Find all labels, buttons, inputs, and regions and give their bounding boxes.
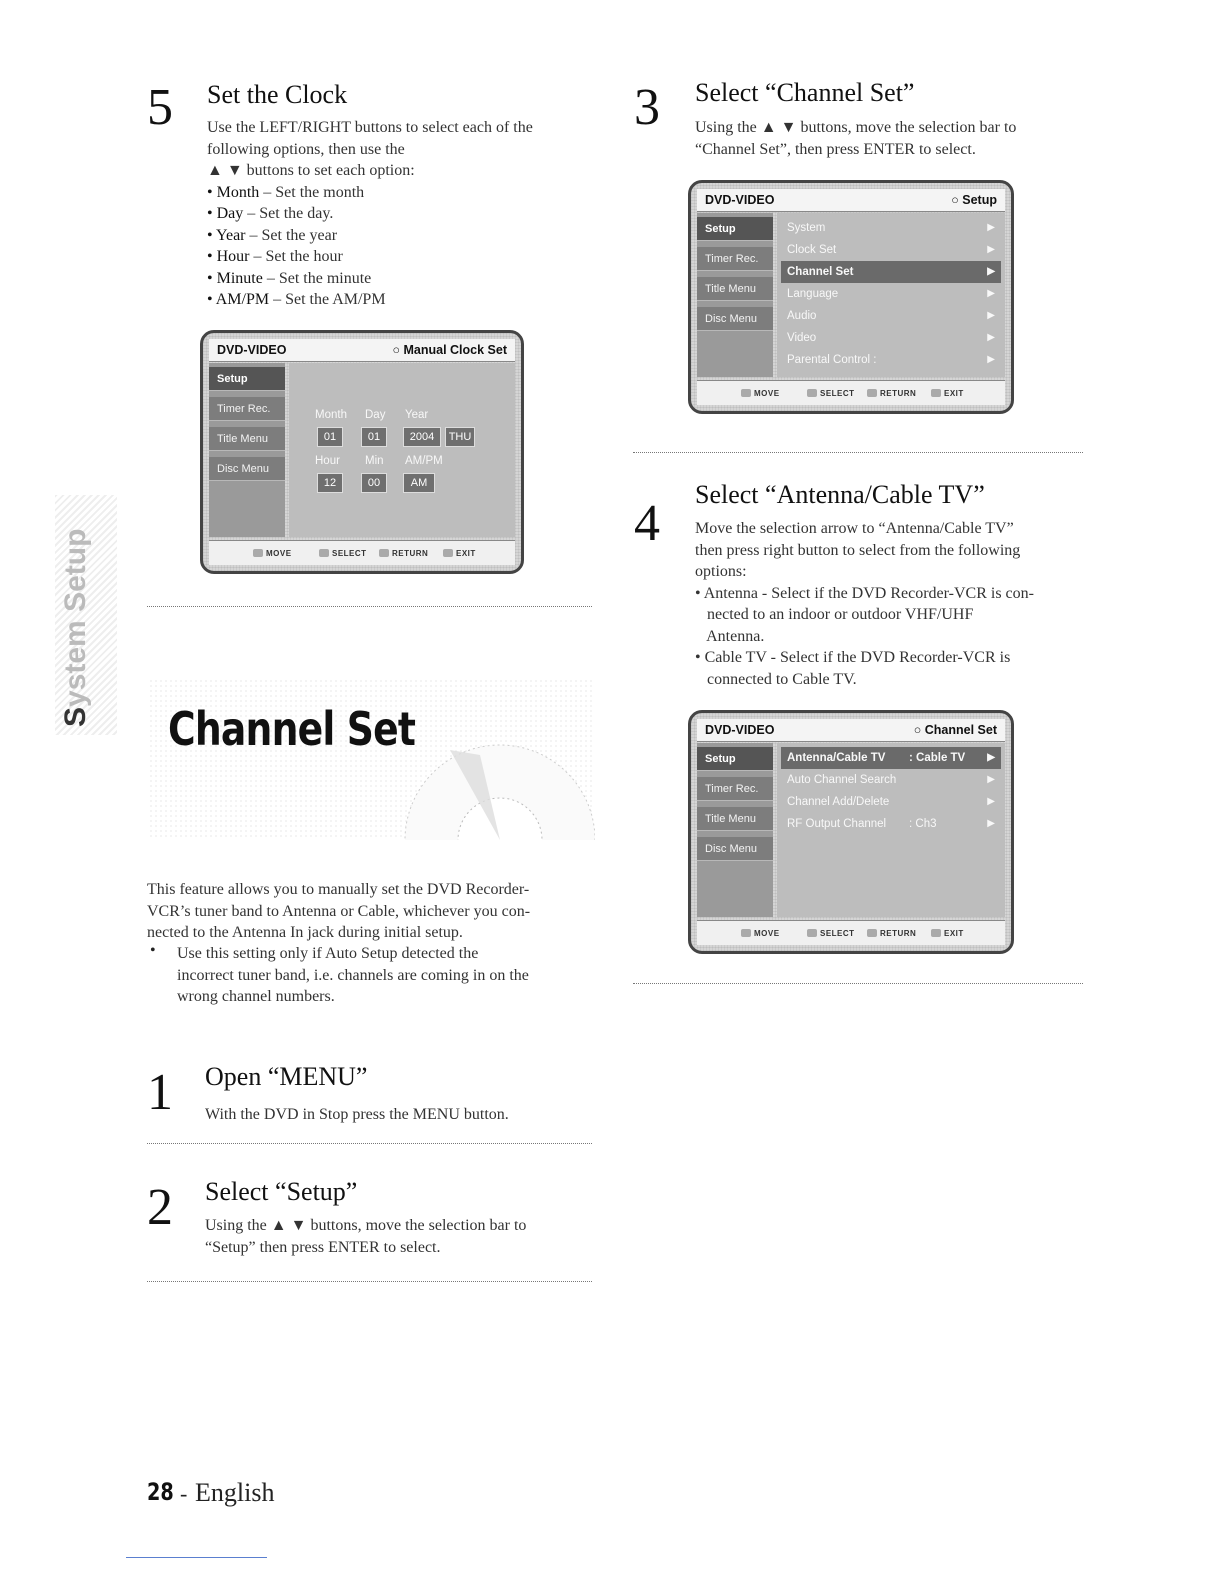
osd-sidebar [209, 363, 285, 537]
clock-value-ampm: AM [403, 473, 435, 493]
menu-row-system: System ▶ [787, 222, 995, 234]
osd-header [697, 719, 1005, 742]
step-5-body [207, 117, 587, 311]
clock-value-min: 00 [361, 473, 387, 493]
intro-text [147, 879, 597, 944]
osd-header-left: DVD-VIDEO [705, 193, 775, 207]
osd-side-item-timer-rec: Timer Rec. [697, 777, 773, 801]
osd-header-left: DVD-VIDEO [705, 723, 775, 737]
osd-side-item-timer-rec: Timer Rec. [209, 397, 285, 421]
osd-header-left: DVD-VIDEO [217, 343, 287, 357]
step-1-body: With the DVD in Stop press the MENU button. [205, 1106, 509, 1123]
osd-main [777, 213, 1005, 377]
step-4-body-line: Move the selection arrow to “Antenna/Cable TV” [695, 520, 1014, 537]
footer-language: English [195, 1478, 275, 1507]
step-5-title: Set the Clock [207, 80, 348, 109]
step-4-body-line: options: [695, 563, 747, 580]
osd-main [289, 363, 515, 537]
step-5-bullet: • Month – Set the month [207, 183, 365, 201]
menu-row-channel-set: Channel Set ▶ [781, 261, 1001, 283]
step-3-title: Select “Channel Set” [695, 78, 915, 107]
osd-foot-return: RETURN [379, 549, 428, 558]
osd-footer [209, 540, 515, 565]
intro-line: VCR’s tuner band to Antenna or Cable, whichever you con- [147, 902, 531, 920]
step-4-title: Select “Antenna/Cable TV” [695, 480, 985, 509]
step-2-body [205, 1215, 595, 1258]
menu-row-auto-channel-search: Auto Channel Search ▶ [787, 774, 995, 786]
divider [147, 606, 592, 607]
step-5-bullet: • AM/PM – Set the AM/PM [207, 291, 386, 308]
step-3-number: 3 [634, 79, 660, 136]
osd-header [209, 339, 515, 362]
osd-foot-exit: EXIT [931, 389, 964, 398]
menu-row-video: Video ▶ [787, 332, 995, 344]
clock-value-weekday: THU [445, 427, 475, 447]
step-5-intro-line: ▲ ▼ buttons to set each option: [207, 162, 415, 179]
step-4-body-line: then press right button to select from the following [695, 541, 1021, 559]
step-4-body [695, 518, 1085, 690]
step-2-body-line: “Setup” then press ENTER to select. [205, 1238, 441, 1256]
intro-bullet [177, 943, 597, 1008]
clock-value-month: 01 [317, 427, 343, 447]
osd-foot-move: MOVE [253, 549, 292, 558]
clock-value-hour: 12 [317, 473, 343, 493]
page-number: 28 [147, 1478, 174, 1506]
osd-foot-move: MOVE [741, 389, 780, 398]
menu-row-rf-output-channel: RF Output Channel : Ch3 ▶ [787, 818, 995, 830]
osd-side-item-disc-menu: Disc Menu [697, 837, 773, 861]
osd-sidebar [697, 743, 773, 917]
divider [147, 1143, 592, 1144]
step-4-body-line: Antenna. [695, 627, 765, 645]
step-5-intro-line: Use the LEFT/RIGHT buttons to select each of the [207, 119, 533, 136]
step-5-bullet: • Day – Set the day. [207, 205, 334, 222]
menu-row-antenna-cable: Antenna/Cable TV : Cable TV ▶ [781, 747, 1001, 769]
intro-line: This feature allows you to manually set the DVD Recorder- [147, 881, 530, 898]
clock-label-month: Month [315, 409, 347, 421]
osd-foot-exit: EXIT [931, 929, 964, 938]
step-4-body-line: nected to an indoor or outdoor VHF/UHF [695, 606, 974, 623]
osd-side-item-disc-menu: Disc Menu [697, 307, 773, 331]
clock-value-day: 01 [361, 427, 387, 447]
step-3-body-line: “Channel Set”, then press ENTER to select. [695, 140, 976, 158]
step-5-bullet: • Year – Set the year [207, 226, 338, 244]
channel-set-screen [688, 710, 1014, 954]
intro-bullet-line: wrong channel numbers. [177, 988, 335, 1005]
divider [633, 452, 1083, 453]
setup-menu-screen [688, 180, 1014, 414]
osd-side-item-title-menu: Title Menu [209, 427, 285, 451]
clock-label-ampm: AM/PM [405, 455, 443, 467]
step-1-number: 1 [147, 1064, 173, 1121]
step-3-body [695, 117, 1085, 160]
step-5-number: 5 [147, 79, 173, 136]
osd-foot-exit: EXIT [443, 549, 476, 558]
section-banner [150, 680, 595, 840]
step-4-number: 4 [634, 495, 660, 552]
osd-foot-select: SELECT [807, 389, 855, 398]
manual-clock-set-screen [200, 330, 524, 574]
step-4-body-line: • Cable TV - Select if the DVD Recorder-VCR is [695, 649, 1011, 666]
osd-header [697, 189, 1005, 212]
intro-bullet-mark: • [150, 942, 156, 959]
osd-side-item-disc-menu: Disc Menu [209, 457, 285, 481]
menu-row-clock-set: Clock Set ▶ [787, 244, 995, 256]
menu-row-audio: Audio ▶ [787, 310, 995, 322]
footer-rule [126, 1557, 267, 1558]
intro-bullet-line: Use this setting only if Auto Setup detected the [177, 945, 479, 962]
osd-side-item-setup: Setup [697, 747, 773, 771]
osd-side-item-timer-rec: Timer Rec. [697, 247, 773, 271]
clock-label-day: Day [365, 409, 386, 421]
intro-line: nected to the Antenna In jack during initial setup. [147, 924, 463, 941]
intro-bullet-line: incorrect tuner band, i.e. channels are coming in on the [177, 966, 529, 984]
section-tab [55, 495, 117, 735]
osd-header-right: ○ Setup [951, 193, 997, 207]
step-2-number: 2 [147, 1179, 173, 1236]
osd-side-item-title-menu: Title Menu [697, 277, 773, 301]
clock-value-year: 2004 [403, 427, 441, 447]
osd-footer [697, 380, 1005, 405]
clock-label-year: Year [405, 409, 429, 421]
osd-header-right: ○ Manual Clock Set [392, 343, 507, 357]
step-2-title: Select “Setup” [205, 1177, 358, 1206]
step-5-bullet: • Hour – Set the hour [207, 248, 343, 265]
osd-side-item-setup: Setup [697, 217, 773, 241]
osd-foot-select: SELECT [807, 929, 855, 938]
osd-footer [697, 920, 1005, 945]
divider [633, 983, 1083, 984]
clock-label-min: Min [365, 455, 384, 467]
menu-row-channel-add-delete: Channel Add/Delete ▶ [787, 796, 995, 808]
section-tab-label: System Setup [59, 528, 92, 727]
osd-side-item-setup: Setup [209, 367, 285, 391]
step-1-title: Open “MENU” [205, 1062, 368, 1091]
step-2-body-line: Using the ▲ ▼ buttons, move the selection bar to [205, 1217, 527, 1234]
page-title: Channel Set [168, 702, 416, 756]
osd-foot-return: RETURN [867, 389, 916, 398]
osd-side-item-title-menu: Title Menu [697, 807, 773, 831]
menu-row-language: Language ▶ [787, 288, 995, 300]
step-5-bullet: • Minute – Set the minute [207, 269, 372, 287]
menu-row-parental-control: Parental Control : ▶ [787, 354, 995, 366]
divider [147, 1281, 592, 1282]
step-3-body-line: Using the ▲ ▼ buttons, move the selection bar to [695, 119, 1017, 136]
step-4-body-line: connected to Cable TV. [695, 670, 857, 688]
clock-label-hour: Hour [315, 455, 340, 467]
osd-header-right: ○ Channel Set [913, 723, 997, 737]
footer-separator: - [180, 1481, 188, 1506]
osd-main [777, 743, 1005, 917]
osd-foot-move: MOVE [741, 929, 780, 938]
step-5-intro-line: following options, then use the [207, 140, 405, 158]
step-4-body-line: • Antenna - Select if the DVD Recorder-VCR is con- [695, 584, 1034, 602]
osd-foot-return: RETURN [867, 929, 916, 938]
osd-sidebar [697, 213, 773, 377]
osd-foot-select: SELECT [319, 549, 367, 558]
